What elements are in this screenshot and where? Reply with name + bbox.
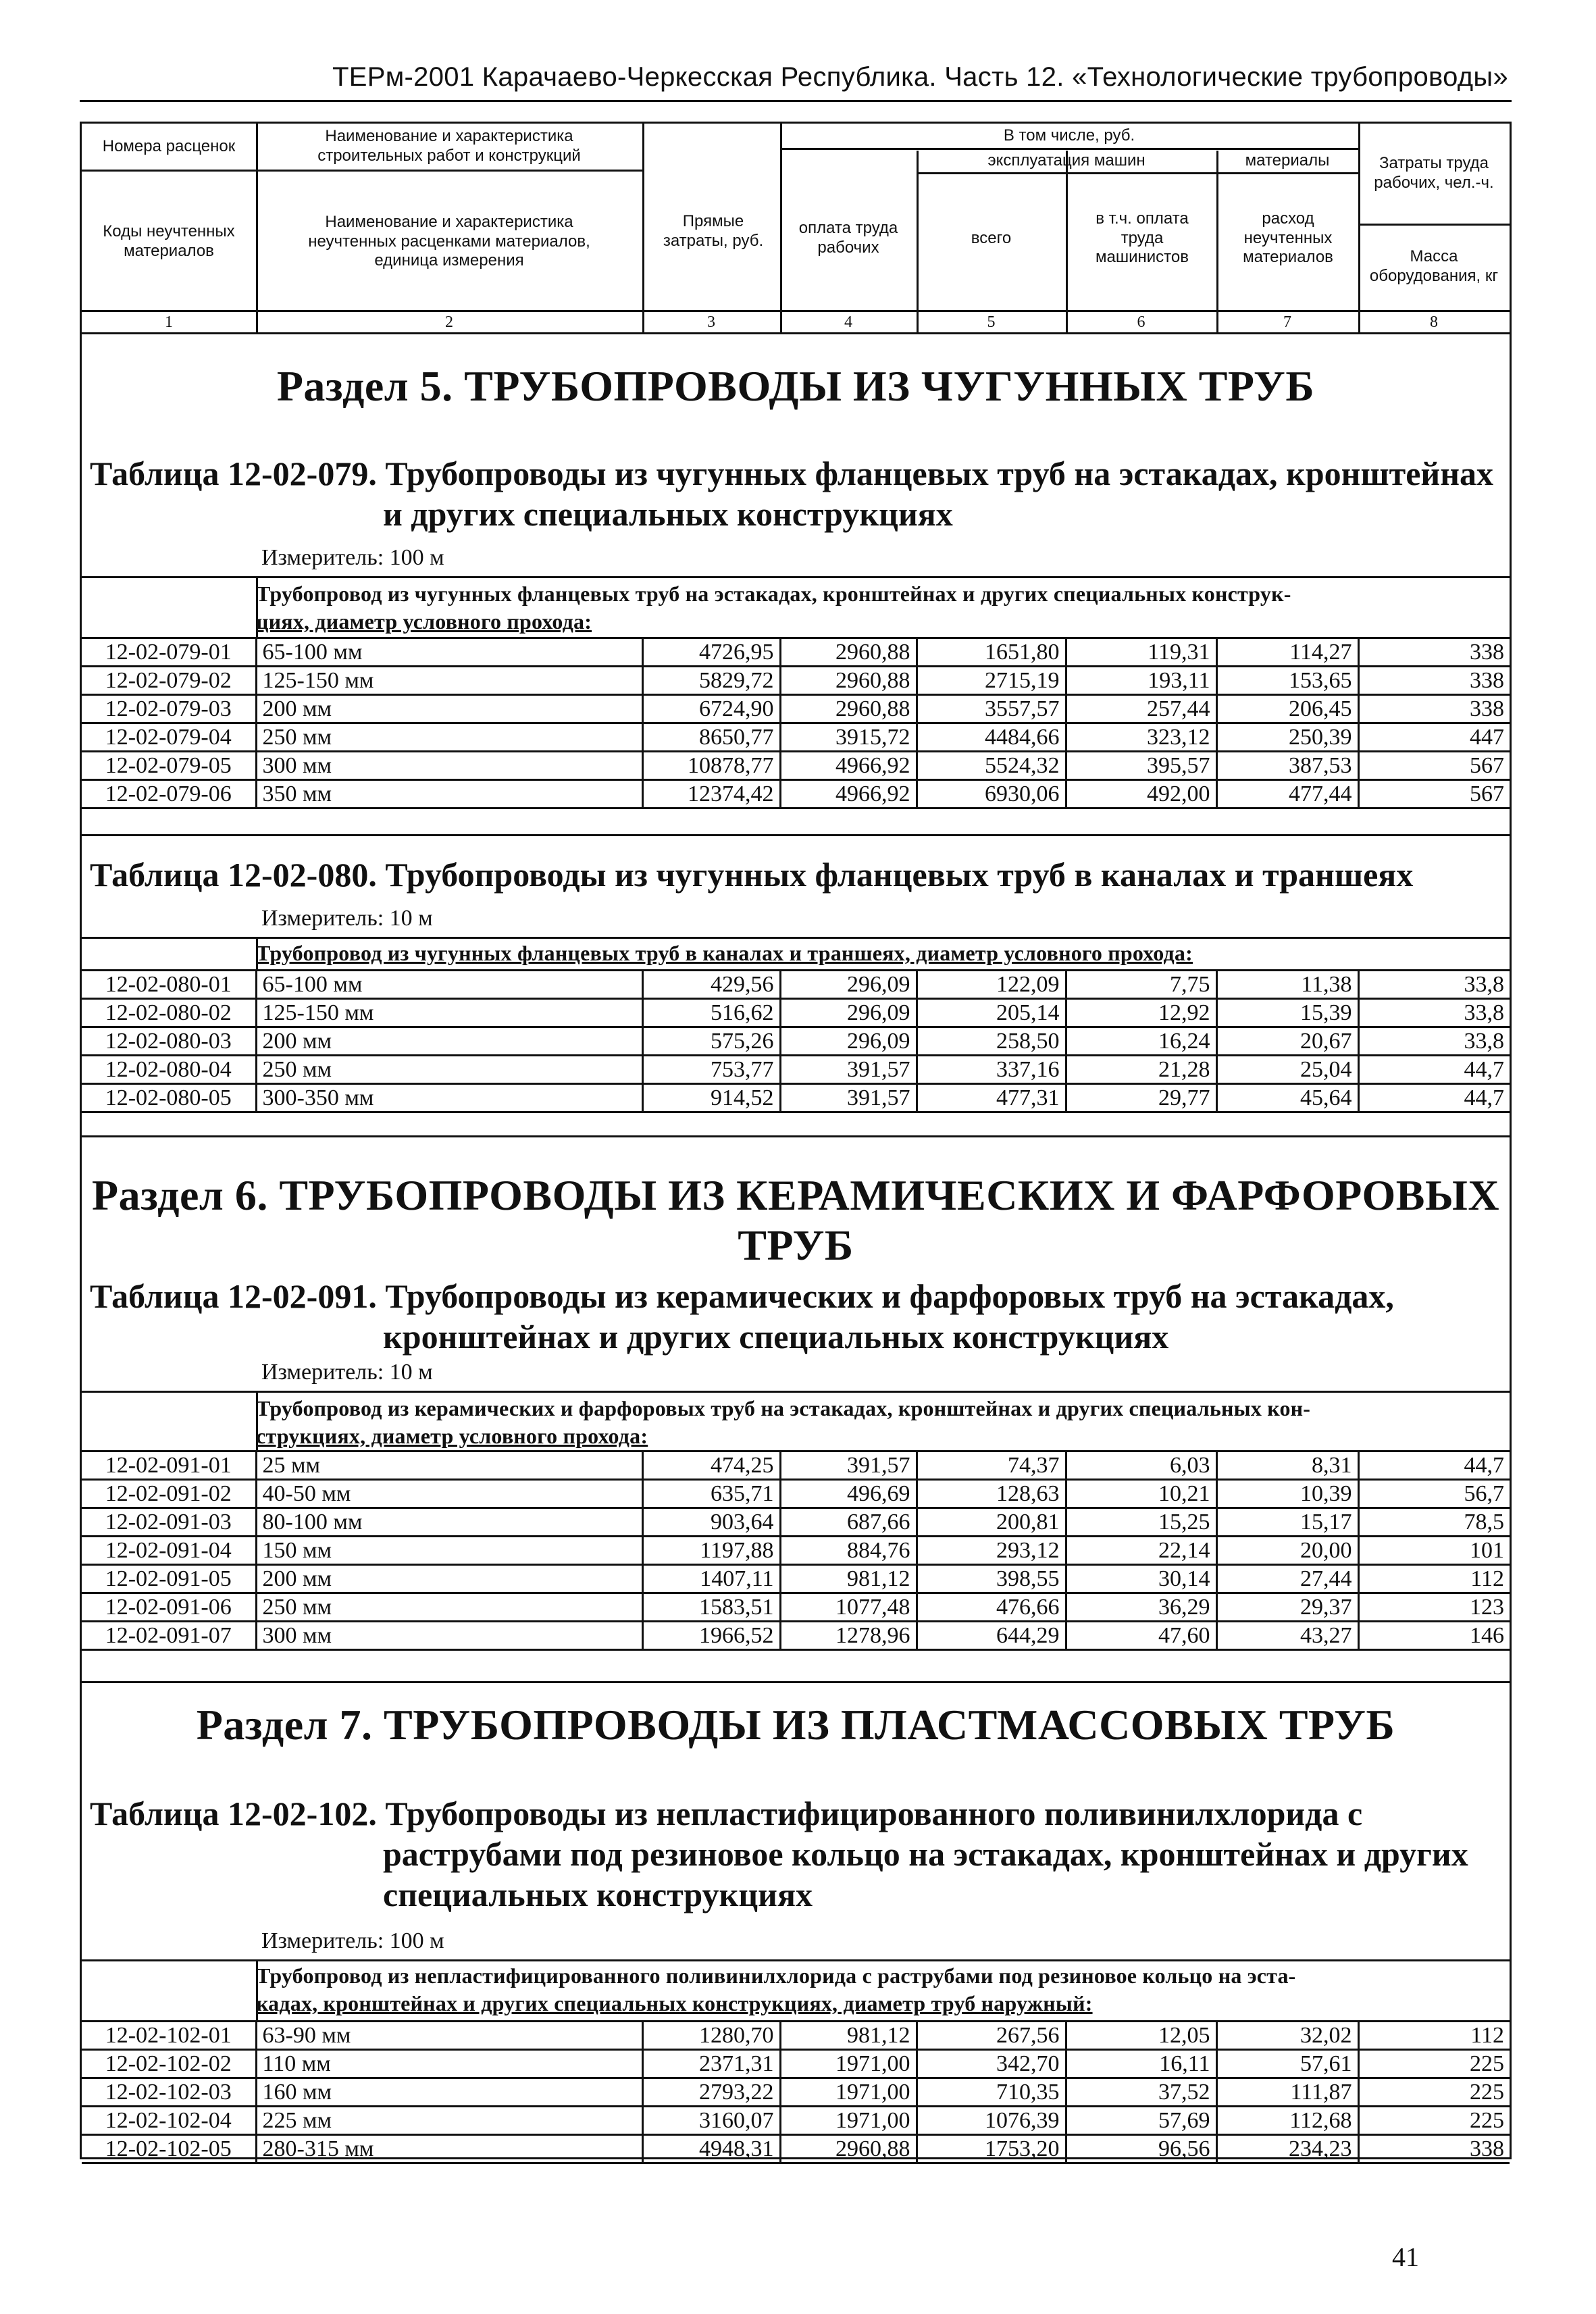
rate-code-cell: 12-02-079-06 [82,780,256,808]
work-description-cell: 300 мм [256,1622,642,1650]
rate-code-cell: 12-02-102-02 [82,2050,256,2078]
table-caption: Трубопроводы из чугунных фланцевых труб на эстакадах, кронштейнах и других специальных конструкциях [383,455,1494,533]
table-caption: Трубопроводы из керамических и фарфоровых труб на эстакадах, кронштейнах и других специальных конструкциях [383,1277,1394,1356]
direct-costs-cell: 903,64 [642,1508,780,1537]
machine-total-cell: 3557,57 [917,695,1066,723]
labor-costs-cell: 338 [1358,638,1510,667]
direct-costs-cell: 914,52 [642,1084,780,1112]
direct-costs-cell: 1966,52 [642,1622,780,1650]
direct-costs-cell: 516,62 [642,999,780,1027]
materials-cost-cell: 29,37 [1216,1593,1358,1622]
materials-cost-cell: 25,04 [1216,1056,1358,1084]
operator-pay-cell: 6,03 [1066,1451,1216,1480]
work-description-cell: 40-50 мм [256,1480,642,1508]
table-row [82,1593,1510,1622]
labor-costs-cell: 338 [1358,667,1510,695]
column-number: 1 [165,313,173,331]
work-description-cell: 225 мм [256,2107,642,2135]
direct-costs-cell: 1197,88 [642,1537,780,1565]
work-description-cell: 250 мм [256,723,642,752]
worker-pay-cell: 391,57 [780,1084,917,1112]
rate-code-cell: 12-02-080-02 [82,999,256,1027]
labor-costs-cell: 225 [1358,2107,1510,2135]
labor-costs-cell: 338 [1358,2135,1510,2163]
rate-code-cell: 12-02-080-05 [82,1084,256,1112]
column-number: 4 [844,313,852,331]
section-rule [82,1681,1510,1683]
work-description-cell: 300-350 мм [256,1084,642,1112]
operator-pay-cell: 492,00 [1066,780,1216,808]
labor-costs-cell: 567 [1358,780,1510,808]
operator-pay-cell: 96,56 [1066,2135,1216,2163]
table-row [82,638,1510,667]
labor-costs-cell: 112 [1358,1565,1510,1593]
table-lead: Трубопровод из непластифицированного поливинилхлорида с раструбами под резиновое кольцо на эста- кадах, кронштейнах и других специальных конструкциях, диаметр труб наружный: [256,1963,1296,2015]
direct-costs-cell: 635,71 [642,1480,780,1508]
work-description-cell: 160 мм [256,2078,642,2107]
table-band [82,937,1510,939]
table-unit: Измеритель: 100 м [261,1928,444,1953]
running-header: ТЕРм-2001 Карачаево-Черкесская Республика. Часть 12. «Технологические трубопроводы» [332,62,1508,92]
table-row [82,1508,1510,1537]
materials-cost-cell: 153,65 [1216,667,1358,695]
header-rule [80,100,1512,102]
operator-pay-cell: 22,14 [1066,1537,1216,1565]
table-row [82,2050,1510,2078]
operator-pay-cell: 57,69 [1066,2107,1216,2135]
header-materials: материалы [1245,151,1330,170]
operator-pay-cell: 7,75 [1066,971,1216,999]
materials-cost-cell: 43,27 [1216,1622,1358,1650]
materials-cost-cell: 8,31 [1216,1451,1358,1480]
labor-costs-cell: 33,8 [1358,999,1510,1027]
materials-cost-cell: 250,39 [1216,723,1358,752]
table-title [86,453,1507,534]
work-description-cell: 280-315 мм [256,2135,642,2163]
rate-code-cell: 12-02-102-01 [82,2022,256,2050]
column-number: 7 [1283,313,1291,331]
work-description-cell: 250 мм [256,1593,642,1622]
machine-total-cell: 122,09 [917,971,1066,999]
machine-total-cell: 128,63 [917,1480,1066,1508]
work-description-cell: 125-150 мм [256,999,642,1027]
direct-costs-cell: 1583,51 [642,1593,780,1622]
table-row [82,1084,1510,1112]
machine-total-cell: 342,70 [917,2050,1066,2078]
operator-pay-cell: 12,05 [1066,2022,1216,2050]
operator-pay-cell: 257,44 [1066,695,1216,723]
table-row [82,780,1510,808]
table-unit: Измеритель: 10 м [261,906,433,931]
machine-total-cell: 4484,66 [917,723,1066,752]
direct-costs-cell: 2371,31 [642,2050,780,2078]
header-work-name: Наименование и характеристика строительных работ и конструкций [317,127,581,165]
labor-costs-cell: 567 [1358,752,1510,780]
worker-pay-cell: 4966,92 [780,752,917,780]
labor-costs-cell: 447 [1358,723,1510,752]
operator-pay-cell: 395,57 [1066,752,1216,780]
table-row [82,1565,1510,1593]
rate-code-cell: 12-02-079-05 [82,752,256,780]
header-direct-costs: Прямые затраты, руб. [663,212,764,250]
materials-cost-cell: 15,17 [1216,1508,1358,1537]
machine-total-cell: 1753,20 [917,2135,1066,2163]
header-worker-pay: оплата труда рабочих [798,219,898,257]
worker-pay-cell: 981,12 [780,2022,917,2050]
table-lead: Трубопровод из чугунных фланцевых труб в каналах и траншеях, диаметр условного прохода: [256,941,1193,965]
table-caption: Трубопроводы из непластифицированного поливинилхлорида с раструбами под резиновое кольцо на эстакадах, кронштейнах и других специальных конструкциях [383,1795,1468,1913]
operator-pay-cell: 15,25 [1066,1508,1216,1537]
direct-costs-cell: 10878,77 [642,752,780,780]
table-title [86,1793,1507,1915]
materials-cost-cell: 10,39 [1216,1480,1358,1508]
worker-pay-cell: 496,69 [780,1480,917,1508]
header-labor-costs: Затраты труда рабочих, чел.-ч. [1374,154,1494,192]
materials-cost-cell: 57,61 [1216,2050,1358,2078]
worker-pay-cell: 2960,88 [780,695,917,723]
header-total: всего [971,228,1012,247]
rate-code-cell: 12-02-079-03 [82,695,256,723]
machine-total-cell: 2715,19 [917,667,1066,695]
work-description-cell: 300 мм [256,752,642,780]
operator-pay-cell: 47,60 [1066,1622,1216,1650]
machine-total-cell: 476,66 [917,1593,1066,1622]
operator-pay-cell: 36,29 [1066,1593,1216,1622]
labor-costs-cell: 146 [1358,1622,1510,1650]
table-number: Таблица 12-02-079. [90,455,377,492]
rate-code-cell: 12-02-079-02 [82,667,256,695]
materials-cost-cell: 111,87 [1216,2078,1358,2107]
rate-code-cell: 12-02-091-06 [82,1593,256,1622]
table-number: Таблица 12-02-091. [90,1277,377,1315]
worker-pay-cell: 296,09 [780,1027,917,1056]
worker-pay-cell: 2960,88 [780,638,917,667]
table-band [82,576,1510,578]
rate-code-cell: 12-02-079-04 [82,723,256,752]
table-row [82,1537,1510,1565]
machine-total-cell: 205,14 [917,999,1066,1027]
operator-pay-cell: 193,11 [1066,667,1216,695]
work-description-cell: 25 мм [256,1451,642,1480]
table-caption: Трубопроводы из чугунных фланцевых труб в каналах и траншеях [385,856,1414,894]
rate-code-cell: 12-02-091-05 [82,1565,256,1593]
operator-pay-cell: 29,77 [1066,1084,1216,1112]
worker-pay-cell: 296,09 [780,999,917,1027]
materials-cost-cell: 15,39 [1216,999,1358,1027]
direct-costs-cell: 474,25 [642,1451,780,1480]
table-row [82,1480,1510,1508]
worker-pay-cell: 391,57 [780,1056,917,1084]
table-lead: Трубопровод из чугунных фланцевых труб на эстакадах, кронштейнах и других специальных конструк- циях, диаметр условного прохода: [256,582,1291,634]
work-description-cell: 110 мм [256,2050,642,2078]
table-title [86,1276,1507,1357]
document-frame [80,122,1512,2159]
table-band [82,1391,1510,1393]
rate-code-cell: 12-02-091-01 [82,1451,256,1480]
table-row [82,971,1510,999]
materials-cost-cell: 114,27 [1216,638,1358,667]
rate-code-cell: 12-02-091-04 [82,1537,256,1565]
machine-total-cell: 5524,32 [917,752,1066,780]
table-row [82,2078,1510,2107]
machine-total-cell: 1651,80 [917,638,1066,667]
header-machine-operation: эксплуатация машин [987,151,1145,170]
table-row [82,2107,1510,2135]
materials-cost-cell: 387,53 [1216,752,1358,780]
machine-total-cell: 293,12 [917,1537,1066,1565]
direct-costs-cell: 5829,72 [642,667,780,695]
table-row [82,2022,1510,2050]
work-description-cell: 200 мм [256,695,642,723]
column-number: 5 [987,313,996,331]
table-row [82,1622,1510,1650]
operator-pay-cell: 37,52 [1066,2078,1216,2107]
operator-pay-cell: 12,92 [1066,999,1216,1027]
work-description-cell: 200 мм [256,1565,642,1593]
work-description-cell: 150 мм [256,1537,642,1565]
column-number: 8 [1430,313,1438,331]
work-description-cell: 65-100 мм [256,971,642,999]
table-row [82,752,1510,780]
column-header [82,124,1510,312]
rates-table [82,969,1510,1113]
work-description-cell: 63-90 мм [256,2022,642,2050]
section-title: Раздел 7. ТРУБОПРОВОДЫ ИЗ ПЛАСТМАССОВЫХ ТРУБ [196,1701,1395,1749]
operator-pay-cell: 119,31 [1066,638,1216,667]
column-number: 3 [707,313,715,331]
rate-code-cell: 12-02-080-04 [82,1056,256,1084]
operator-pay-cell: 16,24 [1066,1027,1216,1056]
direct-costs-cell: 8650,77 [642,723,780,752]
direct-costs-cell: 1280,70 [642,2022,780,2050]
section-title: Раздел 6. ТРУБОПРОВОДЫ ИЗ КЕРАМИЧЕСКИХ И ФАРФОРОВЫХ ТРУБ [91,1171,1500,1269]
table-row [82,1027,1510,1056]
machine-total-cell: 644,29 [917,1622,1066,1650]
labor-costs-cell: 44,7 [1358,1084,1510,1112]
worker-pay-cell: 1971,00 [780,2050,917,2078]
direct-costs-cell: 1407,11 [642,1565,780,1593]
work-description-cell: 80-100 мм [256,1508,642,1537]
work-description-cell: 125-150 мм [256,667,642,695]
worker-pay-cell: 884,76 [780,1537,917,1565]
labor-costs-cell: 112 [1358,2022,1510,2050]
table-lead: Трубопровод из керамических и фарфоровых труб на эстакадах, кронштейнах и других специальных кон- струкциях, диаметр условного прохода: [256,1396,1311,1448]
rate-code-cell: 12-02-091-02 [82,1480,256,1508]
materials-cost-cell: 112,68 [1216,2107,1358,2135]
labor-costs-cell: 101 [1358,1537,1510,1565]
column-number: 2 [445,313,453,331]
header-equipment-mass: Масса оборудования, кг [1369,247,1499,285]
labor-costs-cell: 44,7 [1358,1451,1510,1480]
labor-costs-cell: 225 [1358,2078,1510,2107]
work-description-cell: 250 мм [256,1056,642,1084]
materials-cost-cell: 477,44 [1216,780,1358,808]
rate-code-cell: 12-02-080-03 [82,1027,256,1056]
materials-cost-cell: 206,45 [1216,695,1358,723]
section-title: Раздел 5. ТРУБОПРОВОДЫ ИЗ ЧУГУННЫХ ТРУБ [276,362,1315,410]
direct-costs-cell: 12374,42 [642,780,780,808]
header-including: В том числе, руб. [1003,126,1135,145]
direct-costs-cell: 4726,95 [642,638,780,667]
work-description-cell: 200 мм [256,1027,642,1056]
rate-code-cell: 12-02-091-03 [82,1508,256,1537]
header-unaccounted-materials: расход неучтенных материалов [1243,209,1333,267]
machine-total-cell: 337,16 [917,1056,1066,1084]
rates-table [82,1450,1510,1651]
operator-pay-cell: 10,21 [1066,1480,1216,1508]
machine-total-cell: 398,55 [917,1565,1066,1593]
header-material-name: Наименование и характеристика неучтенных расценками материалов, единица измерения [308,212,590,270]
table-unit: Измеритель: 10 м [261,1360,433,1385]
rate-code-cell: 12-02-102-05 [82,2135,256,2163]
work-description-cell: 65-100 мм [256,638,642,667]
direct-costs-cell: 6724,90 [642,695,780,723]
labor-costs-cell: 44,7 [1358,1056,1510,1084]
rate-code-cell: 12-02-080-01 [82,971,256,999]
direct-costs-cell: 575,26 [642,1027,780,1056]
machine-total-cell: 74,37 [917,1451,1066,1480]
machine-total-cell: 200,81 [917,1508,1066,1537]
operator-pay-cell: 323,12 [1066,723,1216,752]
worker-pay-cell: 1278,96 [780,1622,917,1650]
worker-pay-cell: 2960,88 [780,667,917,695]
rate-code-cell: 12-02-079-01 [82,638,256,667]
worker-pay-cell: 1077,48 [780,1593,917,1622]
labor-costs-cell: 56,7 [1358,1480,1510,1508]
materials-cost-cell: 20,00 [1216,1537,1358,1565]
direct-costs-cell: 2793,22 [642,2078,780,2107]
worker-pay-cell: 4966,92 [780,780,917,808]
table-row [82,999,1510,1027]
section-rule [82,1135,1510,1137]
worker-pay-cell: 687,66 [780,1508,917,1537]
direct-costs-cell: 4948,31 [642,2135,780,2163]
operator-pay-cell: 21,28 [1066,1056,1216,1084]
labor-costs-cell: 33,8 [1358,971,1510,999]
table-row [82,1056,1510,1084]
labor-costs-cell: 33,8 [1358,1027,1510,1056]
materials-cost-cell: 45,64 [1216,1084,1358,1112]
column-number: 6 [1137,313,1145,331]
materials-cost-cell: 32,02 [1216,2022,1358,2050]
table-row [82,2135,1510,2163]
header-operator-pay: в т.ч. оплата труда машинистов [1096,209,1189,267]
table-band [82,834,1510,836]
machine-total-cell: 710,35 [917,2078,1066,2107]
table-title [86,854,1507,895]
materials-cost-cell: 20,67 [1216,1027,1358,1056]
table-number: Таблица 12-02-102. [90,1795,377,1832]
page-number: 41 [1392,2242,1419,2272]
table-band [82,1959,1510,1961]
rates-table [82,2020,1510,2164]
direct-costs-cell: 429,56 [642,971,780,999]
machine-total-cell: 267,56 [917,2022,1066,2050]
labor-costs-cell: 123 [1358,1593,1510,1622]
machine-total-cell: 258,50 [917,1027,1066,1056]
machine-total-cell: 6930,06 [917,780,1066,808]
worker-pay-cell: 1971,00 [780,2107,917,2135]
worker-pay-cell: 296,09 [780,971,917,999]
materials-cost-cell: 11,38 [1216,971,1358,999]
table-row [82,667,1510,695]
worker-pay-cell: 1971,00 [780,2078,917,2107]
worker-pay-cell: 3915,72 [780,723,917,752]
operator-pay-cell: 16,11 [1066,2050,1216,2078]
machine-total-cell: 1076,39 [917,2107,1066,2135]
direct-costs-cell: 3160,07 [642,2107,780,2135]
work-description-cell: 350 мм [256,780,642,808]
rate-code-cell: 12-02-091-07 [82,1622,256,1650]
table-number: Таблица 12-02-080. [90,856,377,894]
labor-costs-cell: 338 [1358,695,1510,723]
table-row [82,723,1510,752]
machine-total-cell: 477,31 [917,1084,1066,1112]
header-material-codes: Коды неучтенных материалов [103,222,235,260]
materials-cost-cell: 234,23 [1216,2135,1358,2163]
operator-pay-cell: 30,14 [1066,1565,1216,1593]
labor-costs-cell: 78,5 [1358,1508,1510,1537]
rate-code-cell: 12-02-102-03 [82,2078,256,2107]
rate-code-cell: 12-02-102-04 [82,2107,256,2135]
header-rate-numbers: Номера расценок [102,136,236,155]
direct-costs-cell: 753,77 [642,1056,780,1084]
column-numbers [82,312,1510,334]
worker-pay-cell: 981,12 [780,1565,917,1593]
worker-pay-cell: 2960,88 [780,2135,917,2163]
table-unit: Измеритель: 100 м [261,545,444,570]
materials-cost-cell: 27,44 [1216,1565,1358,1593]
rates-table [82,637,1510,809]
table-row [82,1451,1510,1480]
worker-pay-cell: 391,57 [780,1451,917,1480]
labor-costs-cell: 225 [1358,2050,1510,2078]
table-row [82,695,1510,723]
